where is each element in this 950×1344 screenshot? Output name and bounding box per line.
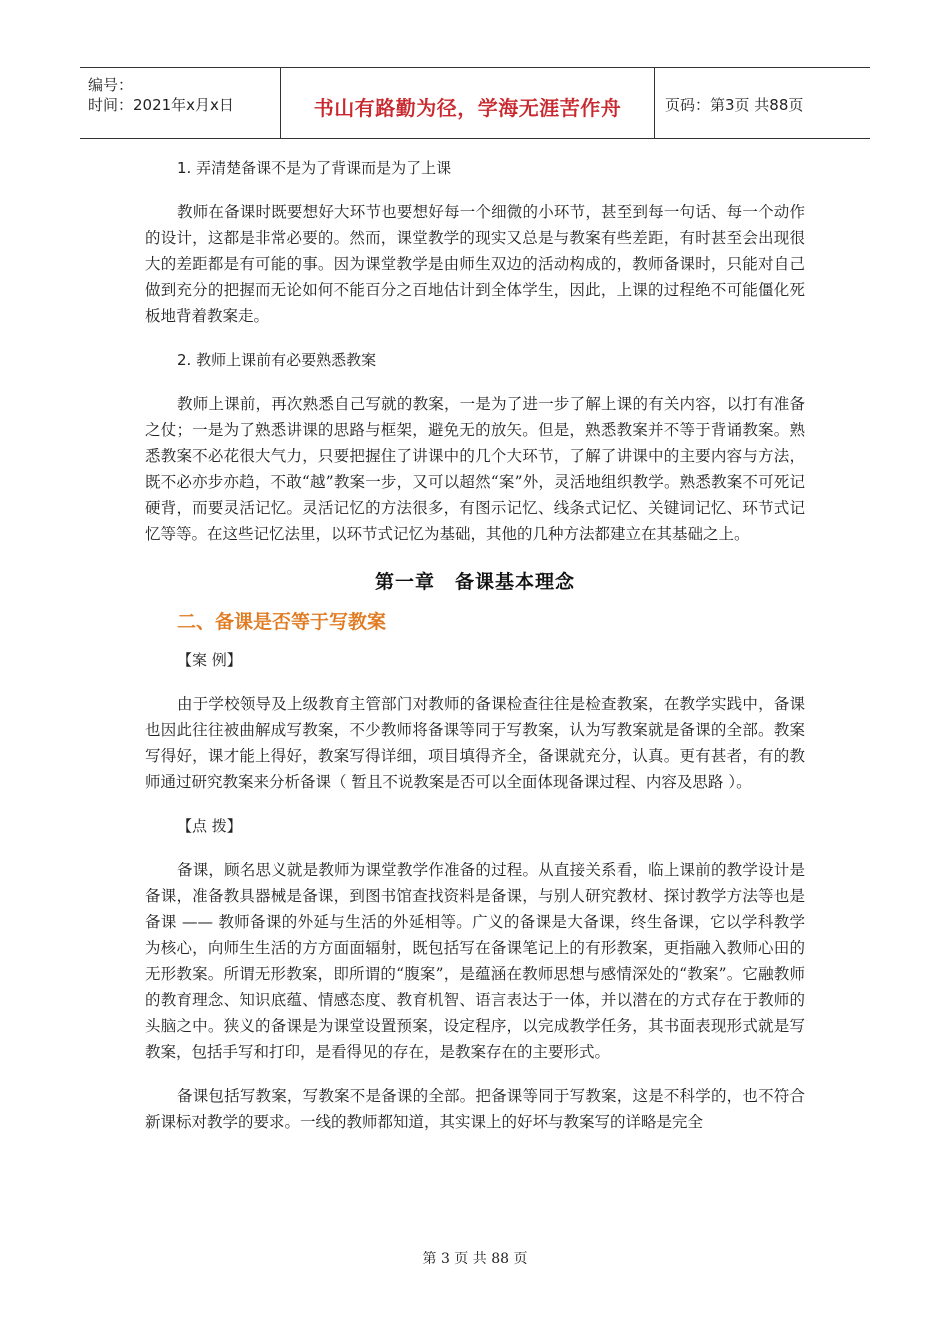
- header-motto-cell: [281, 68, 655, 138]
- case-paragraph: 由于学校领导及上级教育主管部门对教师的备课检查往往是检查教案，在教学实践中，备课也因此往往被曲解成写教案，不少教师将备课等同于写教案，认为写教案就是备课的全部。教案写得好，课才能上得好，教案写得详细，项目填得齐全，备课就充分，认真。更有甚者，有的教师通过研究教案来分析备课（ 暂且不说教案是否可以全面体现备课过程、内容及思路 ）。: [145, 695, 805, 791]
- document-body: [145, 155, 805, 1135]
- tip-paragraph-1: 备课，顾名思义就是教师为课堂教学作准备的过程。从直接关系看，临上课前的教学设计是备课，准备教具器械是备课，到图书馆查找资料是备课，与别人研究教材、探讨教学方法等也是备课 —— 教师备课的外延与生活的外延相等。广义的备课是大备课，终生备课，它以学科教学为核心，向师生生活的方方面面辐射，既包括写在备课笔记上的有形教案，更指融入教师心田的无形教案。所谓无形教案，即所谓的“腹案”，是蕴涵在教师思想与感情深处的“教案”。它融教师的教育理念、知识底蕴、情感态度、教育机智、语言表达于一体，并以潜在的方式存在于教师的头脑之中。狭义的备课是为课堂设置预案，设定程序，以完成教学任务，其书面表现形式就是写教案，包括手写和打印，是看得见的存在，是教案存在的主要形式。: [145, 861, 805, 1061]
- chapter-title: 第一章 备课基本理念: [374, 571, 575, 593]
- item1-paragraph: 教师在备课时既要想好大环节也要想好每一个细微的小环节，甚至到每一句话、每一个动作的设计，这都是非常必要的。然而，课堂教学的现实又总是与教案有些差距，有时甚至会出现很大的差距都是有可能的事。因为课堂教学是由师生双边的活动构成的，教师备课时，只能对自己做到充分的把握而无论如何不能百分之百地估计到全体学生，因此，上课的过程绝不可能僵化死板地背着教案走。: [145, 203, 805, 325]
- item1-title: 1. 弄清楚备课不是为了背课而是为了上课: [177, 159, 452, 177]
- header-page-cell: [655, 68, 870, 138]
- page-footer: 第 3 页 共 88 页: [422, 1251, 528, 1267]
- item2-paragraph: 教师上课前，再次熟悉自己写就的教案，一是为了进一步了解上课的有关内容，以打有准备之仗；一是为了熟悉讲课的思路与框架，避免无的放矢。但是，熟悉教案并不等于背诵教案。熟悉教案不必花很大气力，只要把握住了讲课中的几个大环节，了解了讲课中的主要内容与方法，既不必亦步亦趋，不敢“越”教案一步，又可以超然“案”外，灵活地组织教学。熟悉教案不可死记硬背，而要灵活记忆。灵活记忆的方法很多，有图示记忆、线条式记忆、关键词记忆、环节式记忆等等。在这些记忆法里，以环节式记忆为基础，其他的几种方法都建立在其基础之上。: [145, 395, 805, 543]
- page-info: 页码：第3页 共88页: [665, 96, 804, 114]
- motto-text: 书山有路勤为径，学海无涯苦作舟: [313, 96, 622, 120]
- serial-label: 编号：: [88, 76, 134, 94]
- section-title: 二、备课是否等于写教案: [177, 611, 387, 633]
- time-label: 时间：2021年x月x日: [88, 96, 234, 114]
- case-label: 【案 例】: [177, 651, 242, 669]
- header-meta-cell: [80, 68, 281, 138]
- item2-title: 2. 教师上课前有必要熟悉教案: [177, 351, 377, 369]
- tip-paragraph-2: 备课包括写教案，写教案不是备课的全部。把备课等同于写教案，这是不科学的，也不符合新课标对教学的要求。一线的教师都知道，其实课上的好坏与教案写的详略是完全: [145, 1087, 805, 1131]
- page-header: [80, 67, 870, 139]
- tip-label: 【点 拨】: [177, 817, 242, 835]
